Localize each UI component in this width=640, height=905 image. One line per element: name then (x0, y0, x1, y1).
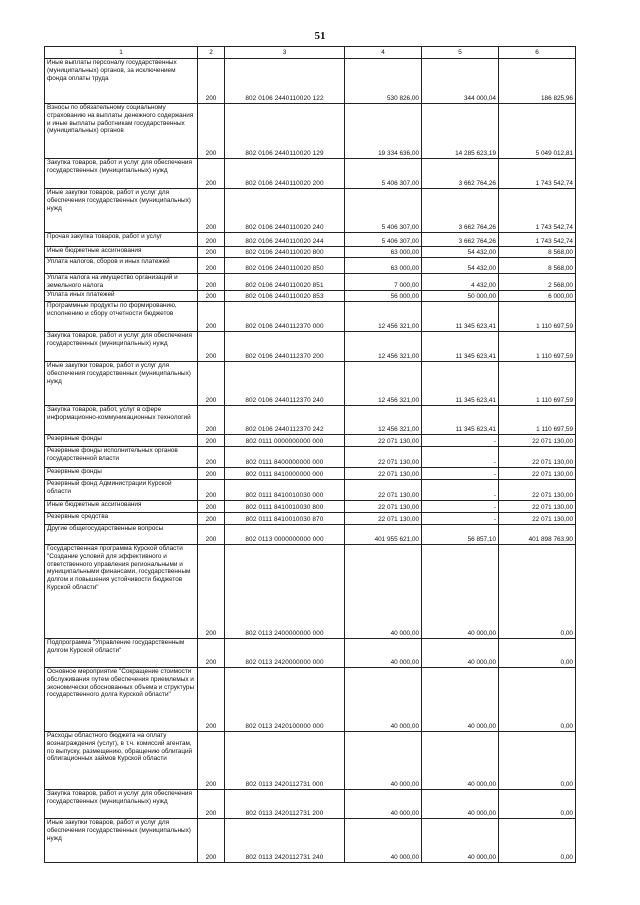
row-plan-amount-cell: 40 000,00 (345, 668, 422, 732)
table-row (45, 790, 576, 819)
row-plan-amount-cell: 40 000,00 (345, 639, 422, 668)
table-row (45, 639, 576, 668)
table-row (45, 435, 576, 447)
row-budget-code-cell: 802 0111 8400000000 000 (225, 447, 345, 468)
row-name-cell: Резервные фонды (45, 468, 198, 480)
row-executed-amount-cell: 11 345 623,41 (422, 406, 499, 435)
table-row (45, 159, 576, 189)
row-admin-code-cell: 200 (198, 501, 225, 513)
table-row (45, 258, 576, 274)
row-budget-code-cell: 802 0106 2440110020 850 (225, 258, 345, 274)
row-admin-code-cell: 200 (198, 104, 225, 159)
table-row (45, 332, 576, 362)
row-budget-code-cell: 802 0113 2420000000 000 (225, 639, 345, 668)
row-plan-amount-cell: 12 456 321,00 (345, 302, 422, 332)
row-admin-code-cell: 200 (198, 258, 225, 274)
row-name-cell: Резервный фонд Администрации Курской области (45, 480, 198, 501)
row-plan-amount-cell: 56 000,00 (345, 291, 422, 302)
table-row (45, 732, 576, 790)
row-executed-amount-cell: - (422, 501, 499, 513)
row-plan-amount-cell: 5 406 307,00 (345, 189, 422, 233)
row-budget-code-cell: 802 0111 0000000000 000 (225, 435, 345, 447)
row-admin-code-cell: 200 (198, 362, 225, 406)
row-plan-amount-cell: 63 000,00 (345, 247, 422, 258)
row-remaining-amount-cell: 22 071 130,00 (499, 447, 576, 468)
row-admin-code-cell: 200 (198, 332, 225, 362)
row-remaining-amount-cell: 22 071 130,00 (499, 513, 576, 525)
row-name-cell: Подпрограмма "Управление государственным долгом Курской области" (45, 639, 198, 668)
row-executed-amount-cell: 3 662 764,26 (422, 233, 499, 247)
row-executed-amount-cell: 11 345 623,41 (422, 302, 499, 332)
row-name-cell: Иные выплаты персоналу государственных (муниципальных) органов, за исключением фонда оплаты труда (45, 59, 198, 104)
row-plan-amount-cell: 12 456 321,00 (345, 332, 422, 362)
row-executed-amount-cell: 50 000,00 (422, 291, 499, 302)
row-executed-amount-cell: 40 000,00 (422, 790, 499, 819)
table-row (45, 545, 576, 639)
table-row (45, 468, 576, 480)
row-budget-code-cell: 802 0111 8410010030 000 (225, 480, 345, 501)
row-plan-amount-cell: 7 000,00 (345, 274, 422, 291)
row-budget-code-cell: 802 0106 2440110020 851 (225, 274, 345, 291)
row-remaining-amount-cell: 22 071 130,00 (499, 468, 576, 480)
row-plan-amount-cell: 401 955 621,00 (345, 525, 422, 545)
table-row (45, 525, 576, 545)
row-budget-code-cell: 802 0111 8410010030 800 (225, 501, 345, 513)
row-name-cell: Прочая закупка товаров, работ и услуг (45, 233, 198, 247)
row-budget-code-cell: 802 0113 2420100000 000 (225, 668, 345, 732)
row-budget-code-cell: 802 0113 0000000000 000 (225, 525, 345, 545)
row-remaining-amount-cell: 0,00 (499, 790, 576, 819)
header-col-3: 3 (225, 47, 345, 59)
row-budget-code-cell: 802 0106 2440112370 240 (225, 362, 345, 406)
row-executed-amount-cell: 14 285 623,19 (422, 104, 499, 159)
row-admin-code-cell: 200 (198, 247, 225, 258)
row-remaining-amount-cell: 0,00 (499, 545, 576, 639)
row-plan-amount-cell: 40 000,00 (345, 819, 422, 863)
row-remaining-amount-cell: 2 568,00 (499, 274, 576, 291)
row-budget-code-cell: 802 0106 2440110020 244 (225, 233, 345, 247)
row-plan-amount-cell: 530 826,00 (345, 59, 422, 104)
row-remaining-amount-cell: 22 071 130,00 (499, 501, 576, 513)
row-budget-code-cell: 802 0113 2420112731 240 (225, 819, 345, 863)
header-col-6: 6 (499, 47, 576, 59)
row-plan-amount-cell: 22 071 130,00 (345, 480, 422, 501)
row-name-cell: Иные закупки товаров, работ и услуг для обеспечения государственных (муниципальных) нужд (45, 189, 198, 233)
row-executed-amount-cell: 40 000,00 (422, 545, 499, 639)
row-executed-amount-cell: 56 857,10 (422, 525, 499, 545)
row-executed-amount-cell: 4 432,00 (422, 274, 499, 291)
table-row (45, 362, 576, 406)
row-executed-amount-cell: 40 000,00 (422, 639, 499, 668)
row-plan-amount-cell: 12 456 321,00 (345, 406, 422, 435)
row-admin-code-cell: 200 (198, 291, 225, 302)
row-remaining-amount-cell: 1 743 542,74 (499, 159, 576, 189)
row-name-cell: Закупка товаров, работ, услуг в сфере информационно-коммуникационных технологий (45, 406, 198, 435)
row-admin-code-cell: 200 (198, 790, 225, 819)
row-executed-amount-cell: - (422, 468, 499, 480)
row-name-cell: Резервные средства (45, 513, 198, 525)
table-row (45, 233, 576, 247)
table-row (45, 104, 576, 159)
row-remaining-amount-cell: 0,00 (499, 639, 576, 668)
row-plan-amount-cell: 40 000,00 (345, 790, 422, 819)
row-executed-amount-cell: - (422, 447, 499, 468)
table-row (45, 447, 576, 468)
row-remaining-amount-cell: 401 898 763,90 (499, 525, 576, 545)
row-admin-code-cell: 200 (198, 819, 225, 863)
table-row (45, 59, 576, 104)
table-row (45, 501, 576, 513)
table-row (45, 819, 576, 863)
row-admin-code-cell: 200 (198, 59, 225, 104)
table-header-row (45, 47, 576, 59)
row-budget-code-cell: 802 0106 2440112370 200 (225, 332, 345, 362)
row-plan-amount-cell: 22 071 130,00 (345, 501, 422, 513)
header-col-2: 2 (198, 47, 225, 59)
row-name-cell: Закупка товаров, работ и услуг для обеспечения государственных (муниципальных) нужд (45, 159, 198, 189)
row-admin-code-cell: 200 (198, 639, 225, 668)
budget-table (44, 46, 576, 863)
row-plan-amount-cell: 22 071 130,00 (345, 447, 422, 468)
row-budget-code-cell: 802 0106 2440112370 000 (225, 302, 345, 332)
row-remaining-amount-cell: 1 110 697,59 (499, 332, 576, 362)
row-remaining-amount-cell: 22 071 130,00 (499, 480, 576, 501)
row-plan-amount-cell: 5 406 307,00 (345, 159, 422, 189)
row-admin-code-cell: 200 (198, 732, 225, 790)
row-executed-amount-cell: 54 432,00 (422, 258, 499, 274)
row-name-cell: Резервные фонды исполнительных органов государственной власти (45, 447, 198, 468)
row-plan-amount-cell: 40 000,00 (345, 545, 422, 639)
row-remaining-amount-cell: 1 110 697,59 (499, 362, 576, 406)
row-remaining-amount-cell: 1 110 697,59 (499, 406, 576, 435)
row-plan-amount-cell: 22 071 130,00 (345, 468, 422, 480)
table-row (45, 189, 576, 233)
row-remaining-amount-cell: 186 825,96 (499, 59, 576, 104)
row-name-cell: Иные закупки товаров, работ и услуг для обеспечения государственных (муниципальных) нужд (45, 819, 198, 863)
row-admin-code-cell: 200 (198, 525, 225, 545)
row-executed-amount-cell: 40 000,00 (422, 819, 499, 863)
row-executed-amount-cell: - (422, 513, 499, 525)
row-name-cell: Расходы областного бюджета на оплату вознаграждения (услуг), в т.ч. комиссий агентам, по выпуску, размещению, обращению облигаций облигационных займов Курской области (45, 732, 198, 790)
row-remaining-amount-cell: 0,00 (499, 819, 576, 863)
row-admin-code-cell: 200 (198, 159, 225, 189)
row-admin-code-cell: 200 (198, 468, 225, 480)
row-budget-code-cell: 802 0106 2440112370 242 (225, 406, 345, 435)
row-remaining-amount-cell: 0,00 (499, 668, 576, 732)
row-plan-amount-cell: 22 071 130,00 (345, 513, 422, 525)
row-plan-amount-cell: 5 406 307,00 (345, 233, 422, 247)
row-budget-code-cell: 802 0111 8410010030 870 (225, 513, 345, 525)
header-col-1: 1 (45, 47, 198, 59)
row-name-cell: Основное мероприятие "Сокращение стоимости обслуживания путем обеспечения приемлемых и экономически обоснованных объема и структуры государственного долга Курской области" (45, 668, 198, 732)
row-name-cell: Уплата налога на имущество организаций и земельного налога (45, 274, 198, 291)
table-row (45, 247, 576, 258)
row-budget-code-cell: 802 0113 2420112731 200 (225, 790, 345, 819)
row-executed-amount-cell: 11 345 623,41 (422, 362, 499, 406)
row-name-cell: Иные бюджетные ассигнования (45, 501, 198, 513)
row-name-cell: Уплата налогов, сборов и иных платежей (45, 258, 198, 274)
row-name-cell: Иные закупки товаров, работ и услуг для обеспечения государственных (муниципальных) нужд (45, 362, 198, 406)
row-executed-amount-cell: 40 000,00 (422, 668, 499, 732)
row-remaining-amount-cell: 22 071 130,00 (499, 435, 576, 447)
row-name-cell: Закупка товаров, работ и услуг для обеспечения государственных (муниципальных) нужд (45, 790, 198, 819)
row-executed-amount-cell: 3 662 764,26 (422, 189, 499, 233)
row-name-cell: Государственная программа Курской области "Создание условий для эффективного и ответственного управления региональными и муниципальными финансами, государственным долгом и повышения устойчивости бюджетов Курской области" (45, 545, 198, 639)
row-plan-amount-cell: 19 334 636,00 (345, 104, 422, 159)
row-admin-code-cell: 200 (198, 668, 225, 732)
row-remaining-amount-cell: 1 110 697,59 (499, 302, 576, 332)
row-budget-code-cell: 802 0113 2400000000 000 (225, 545, 345, 639)
row-admin-code-cell: 200 (198, 545, 225, 639)
table-body (45, 59, 576, 863)
table-row (45, 513, 576, 525)
row-plan-amount-cell: 22 071 130,00 (345, 435, 422, 447)
row-executed-amount-cell: - (422, 480, 499, 501)
row-budget-code-cell: 802 0113 2420112731 000 (225, 732, 345, 790)
table-row (45, 302, 576, 332)
row-executed-amount-cell: 11 345 623,41 (422, 332, 499, 362)
row-name-cell: Уплата иных платежей (45, 291, 198, 302)
row-remaining-amount-cell: 0,00 (499, 732, 576, 790)
row-remaining-amount-cell: 1 743 542,74 (499, 189, 576, 233)
row-remaining-amount-cell: 8 568,00 (499, 258, 576, 274)
row-name-cell: Другие общегосударственные вопросы (45, 525, 198, 545)
row-name-cell: Резервные фонды (45, 435, 198, 447)
row-admin-code-cell: 200 (198, 406, 225, 435)
row-name-cell: Программные продукты по формированию, исполнению и сбору отчетности бюджетов (45, 302, 198, 332)
row-executed-amount-cell: 344 000,04 (422, 59, 499, 104)
table-row (45, 291, 576, 302)
row-admin-code-cell: 200 (198, 435, 225, 447)
table-row (45, 668, 576, 732)
row-remaining-amount-cell: 8 568,00 (499, 247, 576, 258)
row-plan-amount-cell: 63 000,00 (345, 258, 422, 274)
row-admin-code-cell: 200 (198, 189, 225, 233)
row-admin-code-cell: 200 (198, 513, 225, 525)
row-admin-code-cell: 200 (198, 447, 225, 468)
header-col-5: 5 (422, 47, 499, 59)
row-budget-code-cell: 802 0111 8410000000 000 (225, 468, 345, 480)
row-budget-code-cell: 802 0106 2440110020 853 (225, 291, 345, 302)
row-plan-amount-cell: 12 456 321,00 (345, 362, 422, 406)
row-admin-code-cell: 200 (198, 233, 225, 247)
row-name-cell: Закупка товаров, работ и услуг для обеспечения государственных (муниципальных) нужд (45, 332, 198, 362)
header-col-4: 4 (345, 47, 422, 59)
row-plan-amount-cell: 40 000,00 (345, 732, 422, 790)
row-remaining-amount-cell: 1 743 542,74 (499, 233, 576, 247)
table-row (45, 274, 576, 291)
row-budget-code-cell: 802 0106 2440110020 122 (225, 59, 345, 104)
row-executed-amount-cell: - (422, 435, 499, 447)
table-row (45, 480, 576, 501)
row-admin-code-cell: 200 (198, 302, 225, 332)
row-executed-amount-cell: 54 432,00 (422, 247, 499, 258)
page-number: 51 (314, 30, 326, 42)
table-row (45, 406, 576, 435)
row-budget-code-cell: 802 0106 2440110020 240 (225, 189, 345, 233)
row-name-cell: Иные бюджетные ассигнования (45, 247, 198, 258)
row-name-cell: Взносы по обязательному социальному страхованию на выплаты денежного содержания и иные выплаты работникам государственных (муниципальных) органов (45, 104, 198, 159)
row-admin-code-cell: 200 (198, 274, 225, 291)
row-budget-code-cell: 802 0106 2440110020 800 (225, 247, 345, 258)
row-budget-code-cell: 802 0106 2440110020 129 (225, 104, 345, 159)
row-executed-amount-cell: 40 000,00 (422, 732, 499, 790)
row-remaining-amount-cell: 6 000,00 (499, 291, 576, 302)
row-admin-code-cell: 200 (198, 480, 225, 501)
row-remaining-amount-cell: 5 049 012,81 (499, 104, 576, 159)
row-executed-amount-cell: 3 662 764,26 (422, 159, 499, 189)
row-budget-code-cell: 802 0106 2440110020 200 (225, 159, 345, 189)
